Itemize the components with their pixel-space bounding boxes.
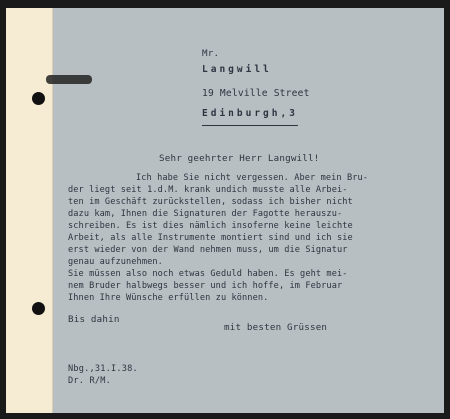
closing-right: mit besten Grüssen — [224, 322, 328, 333]
body-line: erst wieder von der Wand nehmen muss, um die Signatur — [68, 245, 348, 255]
recipient-salutation: Mr. — [202, 48, 220, 59]
punch-hole — [32, 92, 45, 105]
reference-initials: Dr. R/M. — [68, 376, 111, 386]
body-line: der liegt seit 1.d.M. krank undich musste alle Arbei- — [68, 185, 348, 195]
punch-hole — [32, 302, 45, 315]
body-line: Arbeit, als alle Instrumente montiert sind und ich sie — [68, 233, 353, 243]
recipient-name: Langwill — [202, 64, 272, 75]
body-line: Ihnen Ihre Wünsche erfüllen zu können. — [68, 293, 269, 303]
place-date: Nbg.,31.I.38. — [68, 364, 138, 374]
body-line: ten im Geschäft zurückstellen, sodass ich bisher nicht — [68, 197, 353, 207]
greeting: Sehr geehrter Herr Langwill! — [159, 153, 320, 164]
body-line: Ich habe Sie nicht vergessen. Aber mein Bru- — [136, 173, 369, 183]
body-line: dazu kam, Ihnen die Signaturen der Fagotte herauszu- — [68, 209, 343, 219]
closing-left: Bis dahin — [68, 314, 120, 325]
recipient-street: 19 Melville Street — [202, 88, 310, 99]
body-line: nem Bruder halbwegs besser und ich hoffe, im Februar — [68, 281, 343, 291]
body-line: schreiben. Es ist dies nämlich insoferne keine leichte — [68, 221, 353, 231]
body-line: genau aufzunehmen. — [68, 257, 163, 267]
letter-page — [6, 8, 444, 413]
recipient-city: Edinburgh,3 — [202, 108, 298, 126]
letter-sheet — [54, 8, 444, 413]
binder-margin — [6, 8, 53, 413]
body-line: Sie müssen also noch etwas Geduld haben. Es geht mei- — [68, 269, 348, 279]
